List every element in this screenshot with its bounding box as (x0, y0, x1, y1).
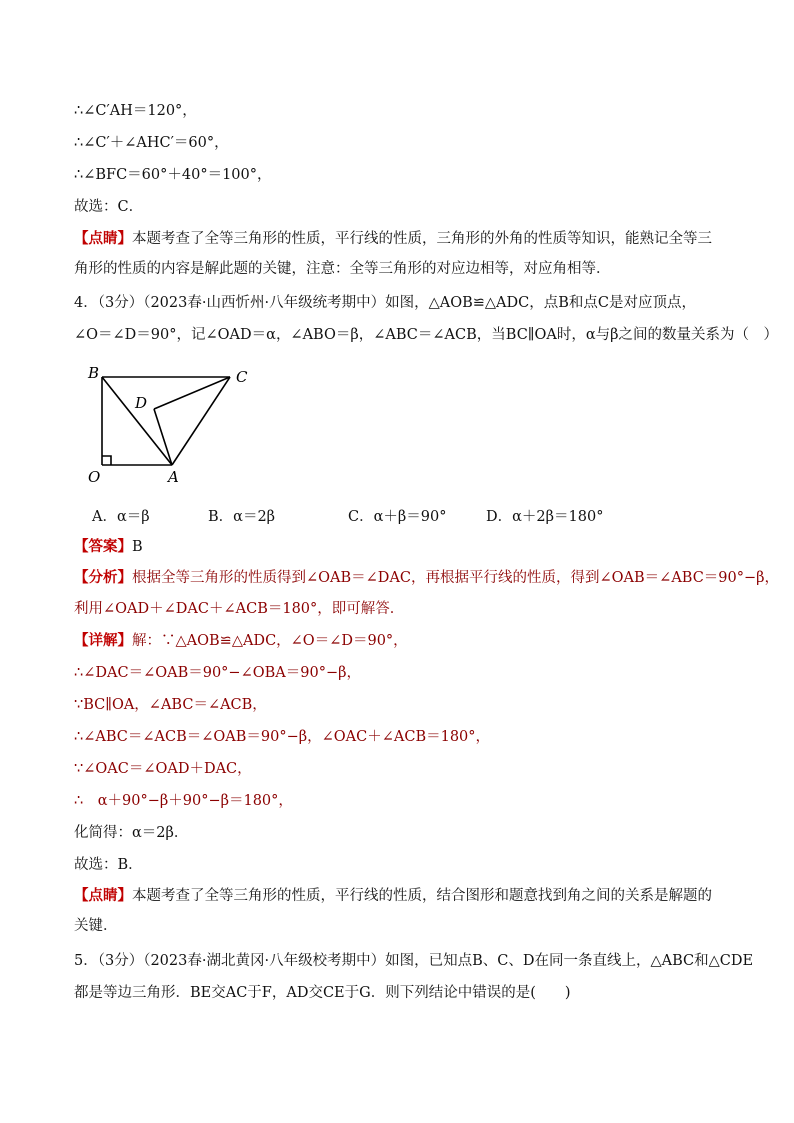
comment-paragraph (74, 224, 724, 284)
comment-text: 本题考查了全等三角形的性质，平行线的性质，三角形的外角的性质等知识，能熟记全等三角形的性质的内容是解此题的关键，注意：全等三角形的对应边相等，对应角相等． (74, 231, 712, 277)
label-c: C (236, 368, 248, 386)
option-b: B．α＝2β (208, 509, 276, 525)
detail-text: 解：∵△AOB≌△ADC，∠O＝∠D＝90°， (132, 633, 408, 649)
segment-ba (102, 377, 172, 465)
answer-line (74, 537, 143, 557)
option-c: C．α＋β＝90° (348, 509, 447, 525)
text-line: ∴∠C′＋∠AHC′＝60°， (74, 135, 229, 151)
detail-line: 故选：B． (74, 857, 143, 873)
analysis-line-2: 利用∠OAD＋∠DAC＋∠ACB＝180°，即可解答． (74, 601, 405, 617)
question-5-line: 都是等边三角形．BE交AC于F，AD交CE于G．则下列结论中错误的是( ) (74, 985, 571, 1001)
detail-line: ∴∠DAC＝∠OAB＝90°−∠OBA＝90°−β， (74, 665, 361, 681)
question-5-header: 5．（3分）（2023春·湖北黄冈·八年级校考期中）如图，已知点B、C、D在同一条直线上，△ABC和△CDE (74, 953, 754, 969)
comment-paragraph (74, 881, 724, 941)
geometry-figure (80, 360, 280, 485)
detail-line (74, 631, 408, 651)
comment-tag: 【点睛】 (74, 230, 132, 247)
text-line: ∴∠BFC＝60°＋40°＝100°， (74, 167, 272, 183)
label-b: B (88, 364, 100, 382)
option-a: A．α＝β (92, 509, 150, 525)
analysis-line (74, 568, 779, 588)
option-d: D．α＋2β＝180° (486, 509, 604, 525)
detail-line: ∵∠OAC＝∠OAD＋DAC， (74, 761, 252, 777)
question-4-header: 4．（3分）（2023春·山西忻州·八年级统考期中）如图，△AOB≌△ADC，点B和点C是对应顶点， (74, 295, 696, 311)
answer-value: B (132, 539, 143, 555)
question-4-line: ∠O＝∠D＝90°，记∠OAD＝α，∠ABO＝β，∠ABC＝∠ACB，当BC∥OA时，α与β之间的数量关系为（ ） (74, 327, 779, 343)
label-d: D (135, 394, 148, 412)
label-a: A (168, 468, 179, 485)
detail-line: ∵BC∥OA，∠ABC＝∠ACB， (74, 697, 267, 713)
analysis-text: 根据全等三角形的性质得到∠OAB＝∠DAC，再根据平行线的性质，得到∠OAB＝∠ABC＝90°−β， (132, 570, 780, 586)
detail-tag: 【详解】 (74, 632, 132, 649)
detail-line: ∴∠ABC＝∠ACB＝∠OAB＝90°−β，∠OAC＋∠ACB＝180°， (74, 729, 491, 745)
right-angle-mark (102, 456, 111, 465)
text-line: ∴∠C′AH＝120°， (74, 103, 197, 119)
detail-line: ∴ α＋90°−β＋90°−β＝180°， (74, 793, 293, 809)
comment-text: 本题考查了全等三角形的性质，平行线的性质，结合图形和题意找到角之间的关系是解题的关键． (74, 888, 712, 934)
detail-line: 化简得：α＝2β． (74, 825, 189, 841)
label-o: O (88, 468, 101, 485)
segment-da (154, 409, 172, 465)
analysis-tag: 【分析】 (74, 569, 132, 586)
answer-tag: 【答案】 (74, 538, 132, 555)
text-line: 故选：C． (74, 199, 144, 215)
comment-tag: 【点睛】 (74, 887, 132, 904)
segment-ca (172, 377, 230, 465)
